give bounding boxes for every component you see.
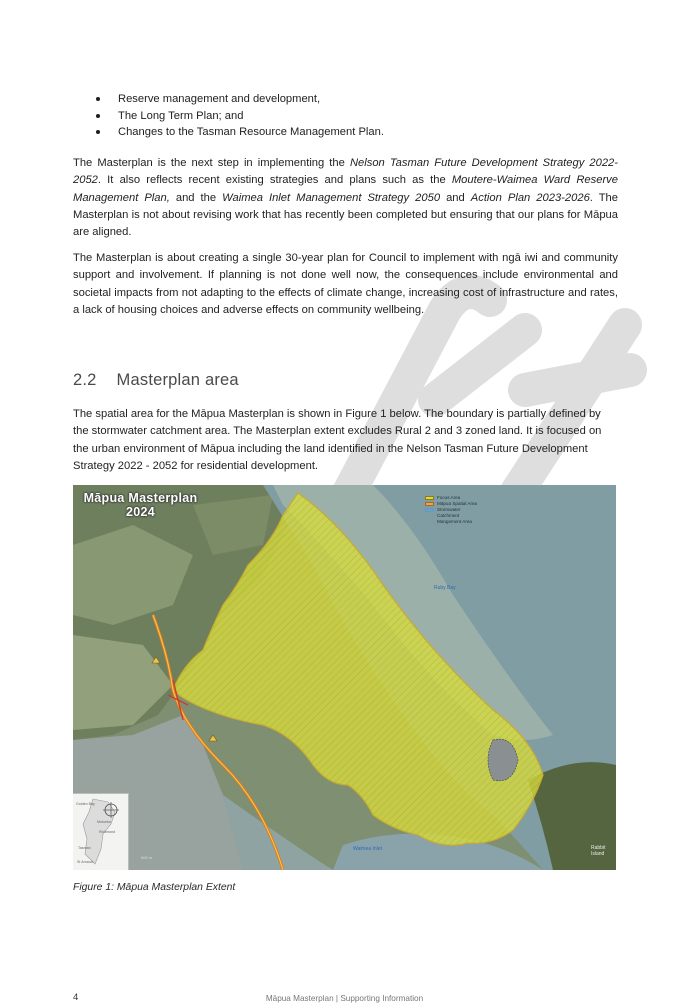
legend-label: Focus Area [437, 495, 461, 500]
legend-swatch [425, 502, 434, 506]
paragraph-spatial-area: The spatial area for the Māpua Masterplan is shown in Figure 1 below. The boundary is partially defined by the stormwater catchment area. The Masterplan extent excludes Rural 2 and 3 zoned land. It is focused on the urban environment of Māpua including the land identified in the Nelson Tasman Future Development Strategy 2022 - 2052 for residential development. [73, 408, 602, 472]
section-heading [73, 371, 239, 390]
bullet-list [92, 91, 384, 141]
map-label-rabbit-island: Rabbit Island [591, 845, 606, 857]
section-number: 2.2 [73, 371, 97, 389]
map-title-year: 2024 [125, 505, 155, 519]
inset-label: Motueka [97, 820, 111, 824]
masterplan-map [73, 485, 616, 870]
locator-inset-map [73, 793, 129, 870]
paragraph-30-year-plan: The Masterplan is about creating a single 30-year plan for Council to implement with ngā iwi and community support and involvement. If planning is not done well now, the consequences include environmental and societal impacts from not adapting to the effects of climate change, increasing cost of infrastructure and rates, a lack of housing choices and adverse effects on community wellbeing. [73, 252, 618, 316]
figure-caption: Figure 1: Māpua Masterplan Extent [73, 882, 236, 893]
map-legend [425, 495, 481, 525]
inset-label: Richmond [99, 830, 116, 834]
section-title: Masterplan area [116, 371, 239, 389]
page-number: 4 [73, 992, 79, 1003]
bullet-item: The Long Term Plan; and [92, 108, 384, 125]
map-title [73, 491, 208, 519]
inset-label: St Arnaud [77, 860, 93, 864]
text-run: . It also reflects recent existing strategies and plans such as the [97, 174, 452, 187]
inset-label: Tasman [78, 846, 91, 850]
italic-reference: Action Plan 2023-2026 [470, 191, 590, 204]
inset-label: Golden Bay [76, 802, 95, 806]
scale-label: 500 m [141, 855, 153, 860]
legend-swatch [425, 508, 434, 512]
text-run: and [440, 191, 471, 204]
bullet-item: Reserve management and development, [92, 91, 384, 108]
italic-reference: Waimea Inlet Management Strategy 2050 [222, 191, 441, 204]
bullet-item: Changes to the Tasman Resource Management Plan. [92, 124, 384, 141]
legend-label: Māpua Spatial Area [437, 501, 478, 506]
text-run: The Masterplan is the next step in implementing the [73, 157, 350, 169]
map-label-waimea-inlet: Waimea Inlet [353, 846, 382, 852]
map-scale-bar [141, 855, 152, 860]
italic-reference: Moutere-Waimea Ward Reserve Management Plan, [73, 174, 618, 204]
italic-reference: Nelson Tasman Future Development Strategy 2022-2052 [73, 157, 619, 187]
legend-swatch [425, 496, 434, 500]
text-run: . The Masterplan is not about revising work that has recently been completed but ensuring that our plans for Māpua are aligned. [73, 191, 619, 239]
paragraph-fds-context [73, 155, 618, 241]
map-label-ruby-bay: Ruby Bay [434, 585, 456, 591]
legend-label: Stormwater Catchment Mangement Area [437, 507, 472, 524]
map-basemap [73, 485, 616, 870]
footer-title: Māpua Masterplan | Supporting Information [265, 994, 424, 1003]
map-title-line: Māpua Masterplan [83, 491, 198, 505]
text-run: and the [169, 191, 223, 204]
legend-item-stormwater [425, 507, 481, 525]
